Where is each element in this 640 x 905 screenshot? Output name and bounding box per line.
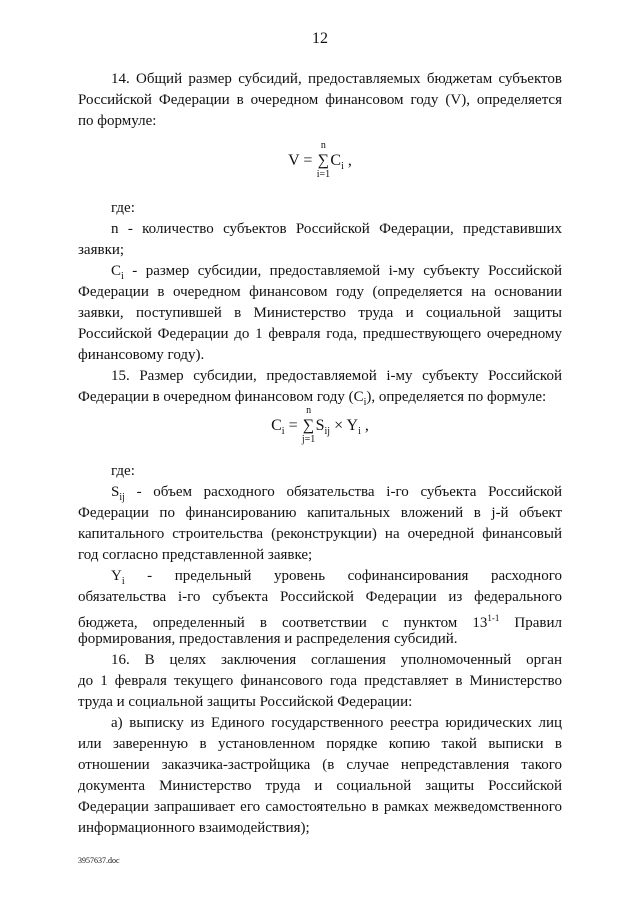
p15-line-1: 15. Размер субсидии, предоставляемой i-му субъекту Российской	[111, 368, 562, 384]
formula-ci-eq: =	[288, 417, 298, 434]
pa-line-2: или заверенную в установленном порядке копию такой выписки в	[78, 736, 562, 752]
pa-line-5: Федерации запрашивает его самостоятельно в рамках межведомственного	[78, 799, 562, 815]
where-label-1: где:	[111, 200, 135, 216]
ci-def-line-5: финансовому году).	[78, 347, 205, 363]
sum-symbol: n ∑ i=1	[316, 152, 330, 170]
p16-line-3: труда и социальной защиты Российской Федерации:	[78, 694, 413, 710]
sij-def-line-1: $S_{ij}$ - объем расходного обязательства i-го субъекта Российской	[111, 484, 562, 503]
footer-filename: 3957637.doc	[78, 856, 120, 865]
yi-def-line-4: формирования, предоставления и распределения субсидий.	[78, 631, 458, 647]
n-def-line-1: n - количество субъектов Российской Федерации, представивших	[111, 221, 562, 237]
sum-lower-limit: i=1	[316, 169, 331, 180]
pa-line-6: информационного взаимодействия);	[78, 820, 310, 836]
sum-symbol-2: n ∑ j=1	[302, 417, 316, 435]
formula-v: V = n ∑ i=1 $C_i$ ,	[288, 140, 352, 180]
yi-def-line-3: бюджета, определенный в соответствии с пунктом 13$^{1-1}$ Правил	[78, 613, 562, 631]
formula-v-term-sub: i	[341, 161, 344, 173]
formula-ci: $C_i$ = n ∑ j=1 $S_{ij} \times Y_i$ ,	[271, 405, 369, 445]
where-label-2: где:	[111, 463, 135, 479]
n-def-line-2: заявки;	[78, 242, 125, 258]
sij-def-line-3: капитального строительства (реконструкции) на очередной финансовый	[78, 526, 562, 542]
p14-line-2: Российской Федерации в очередном финансовом году (V), определяется	[78, 92, 562, 108]
p15-line-2: Федерации в очередном финансовом году $(C_i)$, определяется по формуле:	[78, 389, 547, 408]
yi-def-line-1: $Y_i$ - предельный уровень софинансирования расходного	[111, 568, 562, 587]
formula-ci-lhs: C	[271, 417, 282, 434]
ci-def-line-3: заявки, поступившей в Министерство труда и социальной защиты	[78, 305, 562, 321]
ci-def-line-1: $C_i$ - размер субсидии, предоставляемой i-му субъекту Российской	[111, 263, 562, 282]
page-number: 12	[312, 30, 328, 47]
formula-v-lhs: V	[288, 152, 300, 169]
ci-def-line-4: Российской Федерации до 1 февраля года, предшествующего очередному	[78, 326, 562, 342]
p14-line-3: по формуле:	[78, 113, 157, 129]
sum-lower-limit-2: j=1	[301, 434, 316, 445]
sij-def-line-4: год согласно представленной заявке;	[78, 547, 313, 563]
formula-v-term: C	[330, 152, 342, 169]
p16-line-2: до 1 февраля текущего финансового года представляет в Министерство	[78, 673, 562, 689]
p16-line-1: 16. В целях заключения соглашения уполномоченный орган	[111, 652, 562, 668]
ci-def-line-2: Федерации в очередном финансовом году (определяется на основании	[78, 284, 562, 300]
pa-line-1: а) выписку из Единого государственного реестра юридических лиц	[111, 715, 562, 731]
pa-line-3: отношении заказчика-застройщика (в случае непредставления такого	[78, 757, 562, 773]
sum-upper-limit-2: n	[306, 405, 312, 416]
yi-def-line-2: обязательства i-го субъекта Российской Федерации из федерального	[78, 589, 562, 605]
sij-def-line-2: Федерации по финансированию капитальных вложений в j-й объект	[78, 505, 562, 521]
sum-upper-limit: n	[320, 140, 326, 151]
formula-v-eq: =	[303, 152, 313, 169]
pa-line-4: документа Министерство труда и социальной защиты Российской	[78, 778, 562, 794]
p14-line-1: 14. Общий размер субсидий, предоставляемых бюджетам субъектов	[111, 71, 562, 87]
